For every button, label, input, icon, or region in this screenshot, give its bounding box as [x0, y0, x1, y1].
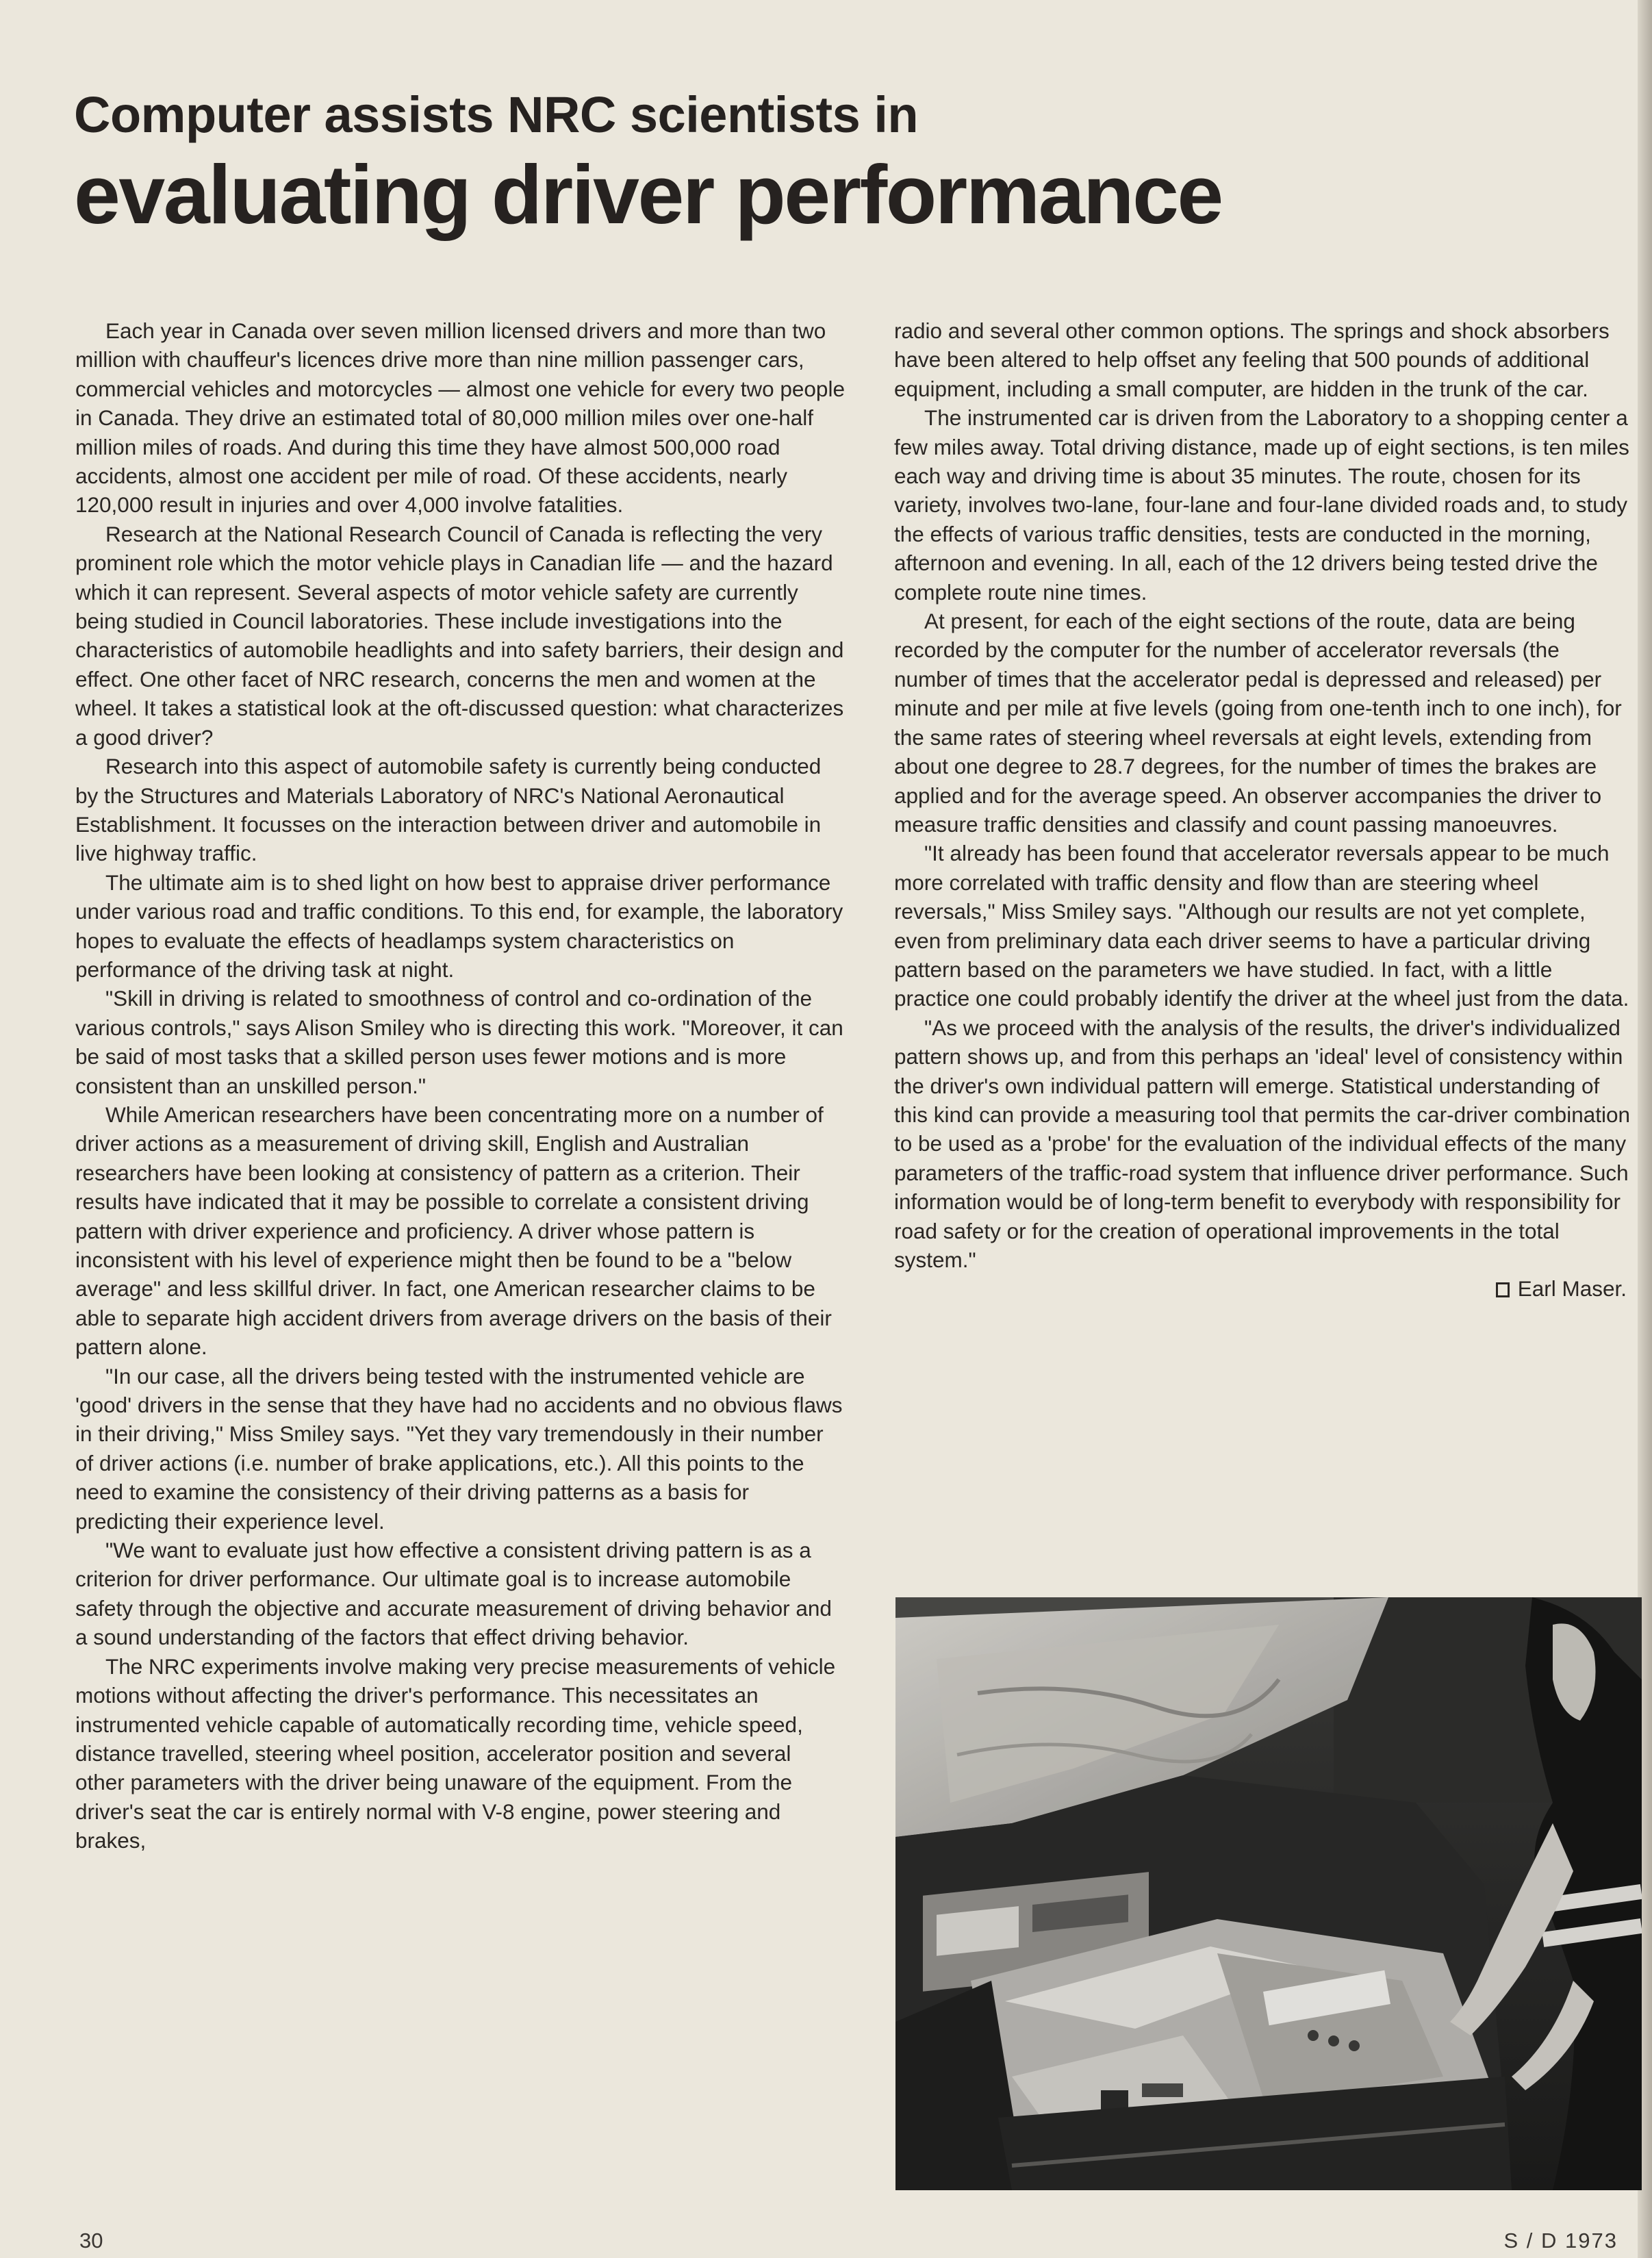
paragraph: Each year in Canada over seven million licensed drivers and more than two million with chauffeur's licences drive more than nine million passenger cars, commercial vehicles and motorcycles — almost one vehicle for every two people in Canada. They drive an estimated total of 80,000 million miles over one-half million miles of roads. And during this time they have almost 500,000 road accidents, almost one accident per mile of road. Of these accidents, nearly 120,000 result in injuries and over 4,000 involve fatalities.	[75, 318, 845, 518]
right-text-column	[894, 316, 1634, 1304]
paragraph: "Skill in driving is related to smoothness of control and co-ordination of the various controls," says Alison Smiley who is directing this work. "Moreover, it can be said of most tasks that a skilled person uses fewer motions and is more consistent than an unskilled person."	[75, 986, 843, 1098]
paragraph: "We want to evaluate just how effective a consistent driving pattern is as a criterion for driver performance. Our ultimate goal is to increase automobile safety through the objective and accurate measurement of driving behavior and a sound understanding of the factors that effect driving behavior.	[75, 1538, 832, 1650]
square-bullet-icon	[1496, 1282, 1510, 1297]
paragraph: "As we proceed with the analysis of the results, the driver's individualized pattern shows up, and from this perhaps an 'ideal' level of consistency within the driver's own individual pattern will emerge. Statistical understanding of this kind can provide a measuring tool that permits the car-driver combination to be used as a 'probe' for the evaluation of the individual effects of the many parameters of the traffic-road system that influence driver performance. Such information would be of long-term benefit to everybody with responsibility for road safety or for the creation of operational improvements in the total system."	[894, 1015, 1631, 1272]
paragraph: "In our case, all the drivers being tested with the instrumented vehicle are 'good' drivers in the sense that they have had no accidents and no obvious flaws in their driving," Miss Smiley says. "Yet they vary tremendously in their number of driver actions (i.e. number of brake applications, etc.). All this points to the need to examine the consistency of their driving patterns as a basis for predicting their experience level.	[75, 1363, 843, 1534]
headline-line-1: Computer assists NRC scientists in	[74, 86, 919, 143]
author-byline	[894, 1274, 1634, 1303]
paragraph: At present, for each of the eight sections of the route, data are being recorded by the computer for the number of accelerator reversals (the number of times that the accelerator pedal is depressed and released) per minute and per mile at five levels (going from one-tenth inch to one inch), for the same rates of steering wheel reversals at eight levels, extending from about one degree to 28.7 degrees, for the number of times the brakes are applied and for the average speed. An observer accompanies the driver to measure traffic densities and classify and count passing manoeuvres.	[894, 609, 1622, 837]
page-number: 30	[79, 2229, 103, 2253]
left-text-column	[75, 316, 846, 1855]
paragraph: Research into this aspect of automobile safety is currently being conducted by the Structures and Materials Laboratory of NRC's National Aeronautical Establishment. It focusses on the interaction between driver and automobile in live highway traffic.	[75, 754, 822, 866]
paragraph: "It already has been found that accelerator reversals appear to be much more correlated with traffic density and flow than are steering wheel reversals," Miss Smiley says. "Although our results are not yet complete, even from preliminary data each driver seems to have a particular driving pattern based on the parameters we have studied. In fact, with a little practice one could probably identify the driver at the wheel just from the data.	[894, 841, 1629, 1011]
paragraph-continuation: radio and several other common options. The springs and shock absorbers have been altered to help offset any feeling that 500 pounds of additional equipment, including a small computer, are hidden in the trunk of the car.	[894, 318, 1610, 401]
headline-line-2: evaluating driver performance	[74, 148, 1222, 241]
author-name: Earl Maser.	[1517, 1276, 1627, 1302]
paragraph: While American researchers have been concentrating more on a number of driver actions as a measurement of driving skill, English and Australian researchers have been looking at consistency of pattern as a criterion. Their results have indicated that it may be possible to correlate a consistent driving pattern with driver experience and proficiency. A driver whose pattern is inconsistent with his level of experience might then be found to be a "below average" and less skillful driver. In fact, one American researcher claims to be able to separate high accident drivers from average drivers on the basis of their pattern alone.	[75, 1102, 832, 1360]
issue-footer: S / D 1973	[1503, 2229, 1618, 2253]
paragraph: The instrumented car is driven from the Laboratory to a shopping center a few miles away. Total driving distance, made up of eight sections, is ten miles each way and driving time is about 35 minutes. The route, chosen for its variety, involves two-lane, four-lane and four-lane divided roads and, to study the effects of various traffic densities, tests are conducted in the morning, afternoon and evening. In all, each of the 12 drivers being tested drive the complete route nine times.	[894, 405, 1629, 605]
photo-instrumented-car-trunk	[895, 1597, 1642, 2190]
paragraph: Research at the National Research Council of Canada is reflecting the very prominent role which the motor vehicle plays in Canadian life — and the hazard which it can represent. Several aspects of motor vehicle safety are currently being studied in Council laboratories. These include investigations into the characteristics of automobile headlights and into safety barriers, their design and effect. One other facet of NRC research, concerns the men and women at the wheel. It takes a statistical look at the oft-discussed question: what characterizes a good driver?	[75, 521, 844, 750]
paragraph: The ultimate aim is to shed light on how best to appraise driver performance under various road and traffic conditions. To this end, for example, the laboratory hopes to evaluate the effects of headlamps system characteristics on performance of the driving task at night.	[75, 870, 843, 982]
article-headline	[74, 82, 1512, 241]
paragraph: The NRC experiments involve making very precise measurements of vehicle motions without affecting the driver's performance. This necessitates an instrumented vehicle capable of automatically recording time, vehicle speed, distance travelled, steering wheel position, accelerator position and several other parameters with the driver being unaware of the equipment. From the driver's seat the car is entirely normal with V-8 engine, power steering and brakes,	[75, 1653, 836, 1853]
